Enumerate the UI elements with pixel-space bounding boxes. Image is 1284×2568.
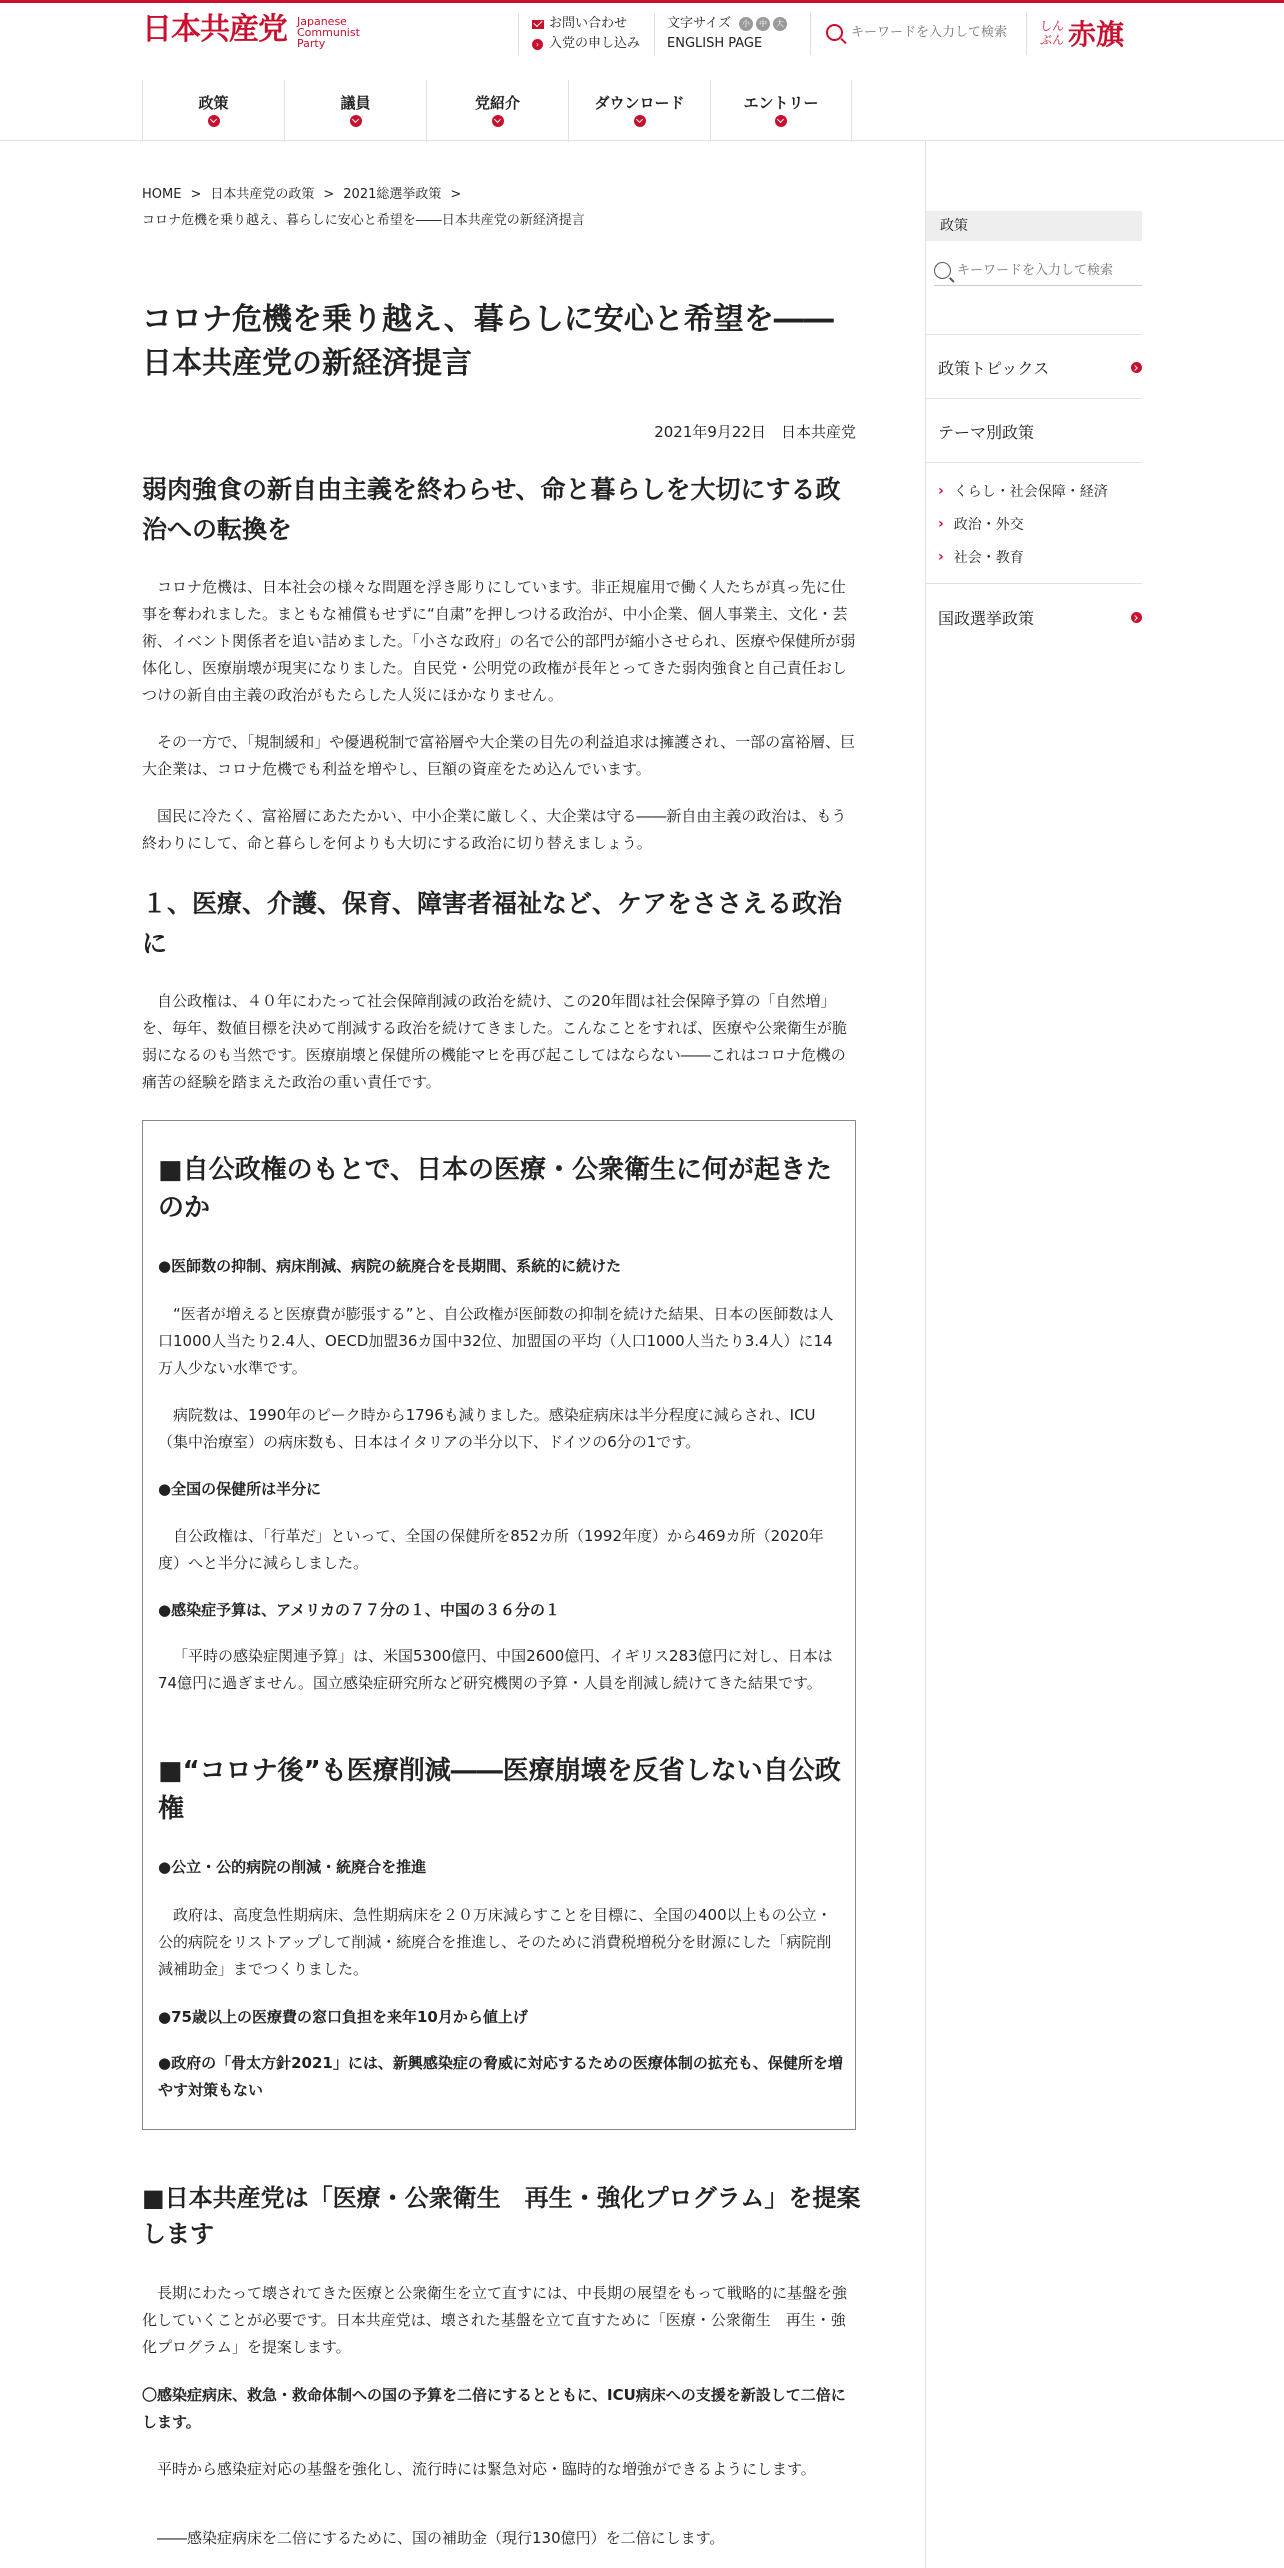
site-logo[interactable] — [142, 13, 360, 49]
box-subheading: ●医師数の抑制、病床削減、病院の統廃合を長期間、系統的に続けた — [158, 1257, 622, 1275]
sidebar-subitem-society[interactable] — [938, 547, 1024, 567]
search-icon[interactable] — [826, 24, 843, 41]
nav-divider — [0, 140, 1284, 141]
sidebar-subitem-label: くらし・社会保障・経済 — [953, 484, 1108, 500]
paragraph: 国民に冷たく、富裕層にあたたかい、中小企業に厳しく、大企業は守る――新自由主義の政治は、もう終わりにして、命と暮らしを何よりも大切にする政治に切り替えましょう。 — [142, 807, 847, 852]
sidebar-subitem-politics[interactable] — [938, 514, 1024, 534]
page-title: コロナ危機を乗り越え、暮らしに安心と希望を――日本共産党の新経済提言 — [142, 302, 834, 381]
chevron-right-icon — [1131, 612, 1142, 623]
sidebar-divider — [926, 583, 1142, 584]
logo-en-line: Party — [297, 37, 326, 50]
site-header — [0, 3, 1284, 65]
breadcrumb-policy[interactable]: 日本共産党の政策 — [210, 187, 315, 202]
font-size-medium-button[interactable]: 中 — [756, 17, 770, 31]
search-input[interactable] — [851, 25, 1011, 40]
paragraph: 平時から感染症対応の基盤を強化し、流行時には緊急対応・臨時的な増強ができるようにします。 — [157, 2460, 816, 2478]
nav-item-download[interactable] — [568, 80, 710, 142]
breadcrumb-current: コロナ危機を乗り越え、暮らしに安心と希望を――日本共産党の新経済提言 — [142, 213, 585, 228]
main-nav — [142, 80, 852, 142]
font-size-small-button[interactable]: 小 — [739, 17, 753, 31]
paragraph: 自公政権は、４０年にわたって社会保障削減の政治を続け、この20年間は社会保障予算の「自然増」を、毎年、数値目標を決めて削減する政治を続けてきました。こんなことをすれば、医療や公衆衛生が脆弱になるのも当然です。医療崩壊と保健所の機能マヒを再び起こしてはならない――これはコロナ危機の痛苦の経験を踏まえた政治の重い責任です。 — [142, 992, 848, 1091]
box-subheading: ●全国の保健所は半分に — [158, 1480, 322, 1498]
box-subheading: ●公立・公的病院の削減・統廃合を推進 — [158, 1858, 427, 1876]
sidebar-item-election[interactable] — [938, 606, 1142, 629]
akahata-small-text: しんぶん — [1040, 19, 1065, 47]
sidebar-subitem-label: 政治・外交 — [953, 517, 1024, 533]
nav-item-about[interactable] — [426, 80, 568, 142]
sidebar-divider — [926, 334, 1142, 335]
paragraph: コロナ危機は、日本社会の様々な問題を浮き彫りにしています。非正規雇用で働く人たちが真っ先に仕事を奪われました。まともな補償もせずに“自粛”を押しつける政治が、中小企業、個人事業主、文化・芸術、イベント関係者を追い詰めました。「小さな政府」の名で公的部門が縮小させられ、医療や保健所が弱体化し、医療崩壊が現実になりました。自民党・公明党の政権が長年とってきた弱肉強食と自己責任おしつけの新自由主義の政治がもたらした人災にほかなりません。 — [142, 578, 856, 704]
box-paragraph: 病院数は、1990年のピーク時から1796も減りました。感染症病床は半分程度に減らされ、ICU（集中治療室）の病床数も、日本はイタリアの半分以下、ドイツの6分の1です。 — [158, 1406, 816, 1451]
sidebar-item-theme[interactable] — [938, 420, 1142, 443]
breadcrumb: HOME > 日本共産党の政策 > 2021総選挙政策 > コロナ危機を乗り越え、暮らしに安心と希望を――日本共産党の新経済提言 — [142, 187, 585, 228]
box-paragraph: 「平時の感染症関連予算」は、米国5300億円、中国2600億円、イギリス283億円に対し、日本は74億円に過ぎません。国立感染症研究所など研究機関の予算・人員を削減し続けてきた結果です。 — [158, 1647, 833, 1692]
paragraph: その一方で、「規制緩和」や優遇税制で富裕層や大企業の目先の利益追求は擁護され、一部の富裕層、巨大企業は、コロナ危機でも利益を増やし、巨額の資産をため込んでいます。 — [142, 733, 856, 778]
chevron-right-icon — [1131, 362, 1142, 373]
header-divider — [1026, 13, 1027, 55]
contact-link[interactable] — [532, 14, 640, 34]
breadcrumb-election-2021[interactable]: 2021総選挙政策 — [343, 187, 442, 202]
chevron-right-icon: › — [938, 483, 944, 499]
section-heading: ■日本共産党は「医療・公衆衛生 再生・強化プログラム」を提案します — [142, 2184, 861, 2248]
font-size-control — [667, 14, 787, 54]
box-paragraph: 政府は、高度急性期病床、急性期病床を２０万床減らすことを目標に、全国の400以上もの公立・公的病院をリストアップして削減・統廃合を推進し、そのために消費税増税分を財源にした「病院削減補助金」までつくりました。 — [158, 1906, 832, 1978]
font-size-label: 文字サイズ — [667, 16, 731, 31]
header-search — [822, 19, 1012, 45]
sidebar-divider — [926, 398, 1142, 399]
search-icon[interactable] — [934, 262, 951, 279]
chevron-down-icon — [775, 115, 787, 127]
box-heading: ■自公政権のもとで、日本の医療・公衆衛生に何が起きたのか — [158, 1155, 833, 1223]
bold-paragraph: 〇感染症病床、救急・救命体制への国の予算を二倍にするとともに、ICU病床への支援を新設して二倍にします。 — [142, 2386, 846, 2431]
chevron-down-icon — [208, 115, 220, 127]
box-heading: ■“コロナ後”も医療削減――医療崩壊を反省しない自公政権 — [158, 1756, 841, 1824]
logo-en-line: Communist — [297, 26, 360, 39]
contact-links — [532, 14, 640, 54]
sidebar-item-label: テーマ別政策 — [938, 423, 1035, 442]
logo-english — [297, 16, 360, 49]
header-divider — [810, 13, 811, 55]
nav-label: エントリー — [743, 94, 819, 112]
contact-label: お問い合わせ — [549, 16, 628, 31]
nav-item-policy[interactable] — [142, 80, 284, 142]
sidebar-subitem-living[interactable] — [938, 481, 1108, 501]
paragraph: ――感染症病床を二倍にするために、国の補助金（現行130億円）を二倍にします。 — [157, 2529, 725, 2547]
nav-item-entry[interactable] — [710, 80, 852, 142]
box-subheading: ●75歳以上の医療費の窓口負担を来年10月から値上げ — [158, 2008, 528, 2026]
sidebar-item-label: 国政選挙政策 — [938, 609, 1035, 628]
sidebar-search — [934, 256, 1142, 286]
font-size-large-button[interactable]: 大 — [773, 17, 787, 31]
sidebar-search-input[interactable] — [957, 263, 1137, 278]
sidebar-item-topics[interactable] — [938, 356, 1142, 379]
chevron-right-icon: › — [938, 516, 944, 532]
nav-label: 政策 — [198, 94, 229, 112]
nav-label: 議員 — [340, 94, 371, 112]
nav-item-members[interactable] — [284, 80, 426, 142]
box-subheading: ●政府の「骨太方針2021」には、新興感染症の脅威に対応するための医療体制の拡充も、保健所を増やす対策もない — [158, 2054, 843, 2099]
article-byline: 2021年9月22日 日本共産党 — [654, 423, 856, 441]
chevron-down-icon — [350, 115, 362, 127]
nav-label: ダウンロード — [594, 94, 685, 112]
section-heading: １、医療、介護、保育、障害者福祉など、ケアをささえる政治に — [142, 889, 843, 958]
header-divider — [654, 13, 655, 55]
chevron-down-icon — [492, 115, 504, 127]
header-divider — [518, 13, 519, 55]
nav-label: 党紹介 — [474, 94, 520, 112]
akahata-logo-text: 赤旗 — [1068, 18, 1125, 51]
join-label: 入党の申し込み — [549, 36, 641, 51]
chevron-down-icon — [634, 115, 646, 127]
box-paragraph: “医者が増えると医療費が膨張する”と、自公政権が医師数の抑制を続けた結果、日本の医師数は人口1000人当たり2.4人、OECD加盟36カ国中32位、加盟国の平均（人口1000人当たり3.4人）に14万人少ない水準です。 — [158, 1305, 834, 1377]
mail-icon — [532, 20, 544, 29]
logo-kanji: 日本共産党 — [142, 12, 287, 47]
logo-en-line: Japanese — [297, 15, 347, 28]
chevron-right-icon: › — [938, 549, 944, 565]
box-paragraph: 自公政権は、「行革だ」といって、全国の保健所を852カ所（1992年度）から469カ所（2020年度）へと半分に減らしました。 — [158, 1527, 824, 1572]
chevron-right-icon: › — [532, 39, 543, 50]
akahata-link[interactable] — [1040, 13, 1124, 53]
section-heading: 弱肉強食の新自由主義を終わらせ、命と暮らしを大切にする政治への転換を — [142, 475, 841, 544]
sidebar-border — [925, 141, 926, 2568]
join-link[interactable] — [532, 34, 640, 54]
paragraph: 長期にわたって壊されてきた医療と公衆衛生を立て直すには、中長期の展望をもって戦略的に基盤を強化していくことが必要です。日本共産党は、壊された基盤を立て直すために「医療・公衆衛生 再生・強化プログラム」を提案します。 — [142, 2284, 848, 2356]
sidebar-divider — [926, 462, 1142, 463]
sidebar-title: 政策 — [926, 211, 1142, 241]
breadcrumb-home[interactable]: HOME — [142, 187, 182, 202]
english-page-link[interactable]: ENGLISH PAGE — [667, 36, 763, 51]
sidebar-subitem-label: 社会・教育 — [953, 550, 1024, 566]
box-subheading: ●感染症予算は、アメリカの７７分の１、中国の３６分の１ — [158, 1601, 561, 1619]
sidebar-item-label: 政策トピックス — [938, 359, 1050, 378]
